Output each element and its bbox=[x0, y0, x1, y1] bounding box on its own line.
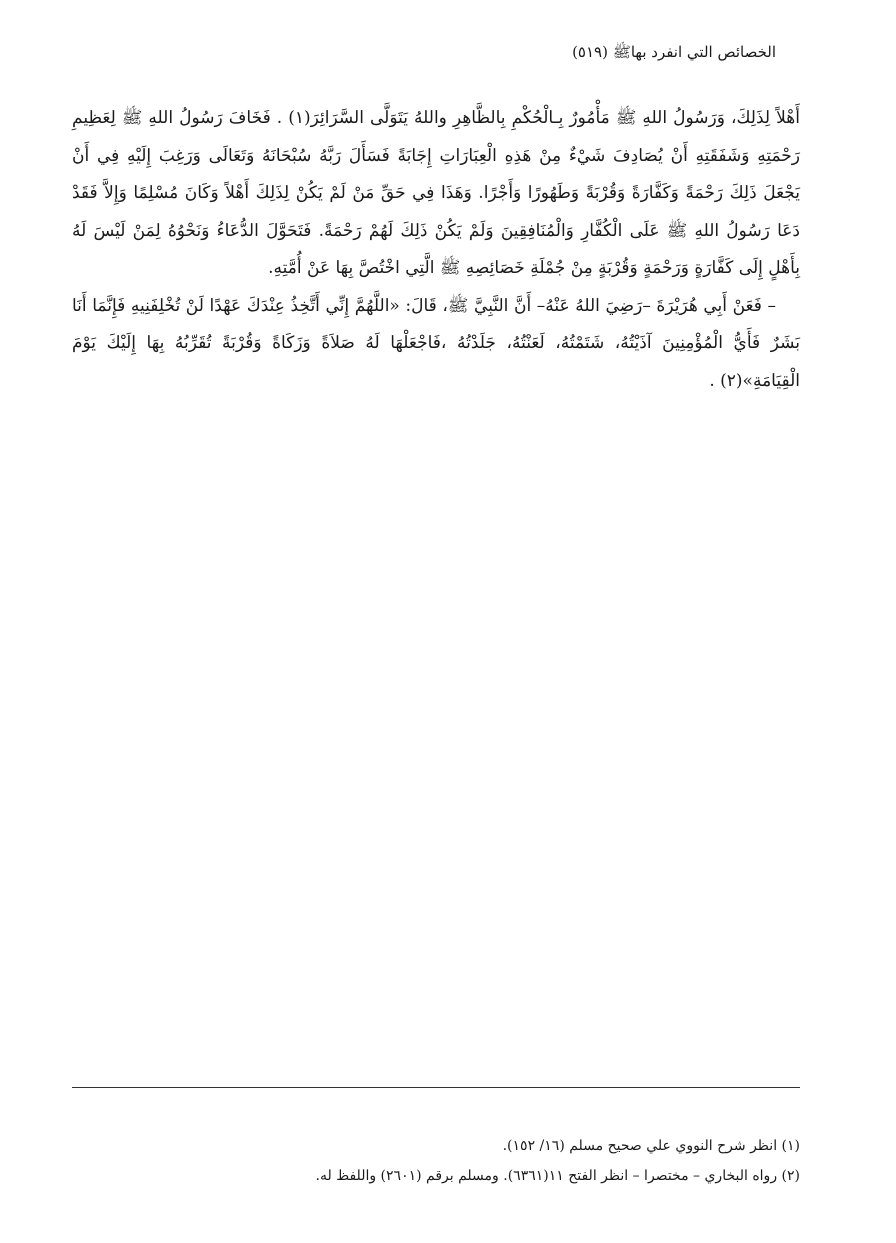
running-header: الخصائص التي انفرد بهاﷺ (٥١٩) bbox=[572, 43, 776, 61]
main-text bbox=[72, 100, 800, 400]
footnotes bbox=[72, 1131, 800, 1191]
footnote-2: (٢) رواه البخاري – مختصرا – انظر الفتح ١١(٦٣٦١). ومسلم برقم (٢٦٠١) واللفظ له. bbox=[315, 1168, 800, 1184]
paragraph-2-hadith: – فَعَنْ أَبِي هُرَيْرَةَ –رَضِيَ اللهُ عَنْهُ– أَنَّ النَّبِيَّ ﷺ، قَالَ: «اللَّهُمَّ إِنِّي أَتَّخِذُ عِنْدَكَ عَهْدًا لَنْ تُخْلِفَنِيهِ فَإِنَّمَا أَنَا بَشَرٌ فَأَيُّ الْمُؤْمِنِينَ آذَيْتُهُ، شَتَمْتُهُ، لَعَنْتُهُ، جَلَدْتُهُ ،فَاجْعَلْهَا لَهُ صَلاَةً وَزَكَاةً وَقُرْبَةً تُقَرِّبُهُ بِهَا إِلَيْكَ يَوْمَ الْقِيَامَةِ»(٢) . bbox=[72, 295, 800, 391]
footnote-1: (١) انظر شرح النووي علي صحيح مسلم (١٦/ ١٥٢). bbox=[502, 1138, 800, 1154]
paragraph-1: أَهْلاً لِذَلِكَ، وَرَسُولُ اللهِ ﷺ مَأْمُورٌ بِـالْحُكْمِ بِالظَّاهِرِ واللهُ يَتَوَلَّى السَّرَائِرَ(١) . فَخَافَ رَسُولُ اللهِ ﷺ لِعَظِيمِ رَحْمَتِهِ وَشَفَقَتِهِ أَنْ يُصَادِفَ شَيْءٌ مِنْ هَذِهِ الْعِبَارَاتِ إِجَابَةً فَسَأَلَ رَبَّهُ سُبْحَانَهُ وَتَعَالَى وَرَغِبَ إِلَيْهِ فِي أَنْ يَجْعَلَ ذَلِكَ رَحْمَةً وَكَفَّارَةً وَقُرْبَةً وَطَهُورًا وَأَجْرًا. وَهَذَا فِي حَقِّ مَنْ لَمْ يَكُنْ لِذَلِكَ أَهْلاً وَكَانَ مُسْلِمًا وَإِلاَّ فَقَدْ دَعَا رَسُولُ اللهِ ﷺ عَلَى الْكُفَّارِ وَالْمُنَافِقِينَ وَلَمْ يَكُنْ ذَلِكَ لَهُمْ رَحْمَةً. فَتَحَوَّلَ الدُّعَاءُ وَنَحْوُهُ لِمَنْ لَيْسَ لَهُ بِأَهْلٍ إِلَى كَفَّارَةٍ وَرَحْمَةٍ وَقُرْبَةٍ مِنْ جُمْلَةِ خَصَائِصِهِ ﷺ الَّتِي اخْتُصَّ بِهَا عَنْ أُمَّتِهِ. bbox=[72, 108, 800, 278]
footnote-divider bbox=[72, 1087, 800, 1088]
